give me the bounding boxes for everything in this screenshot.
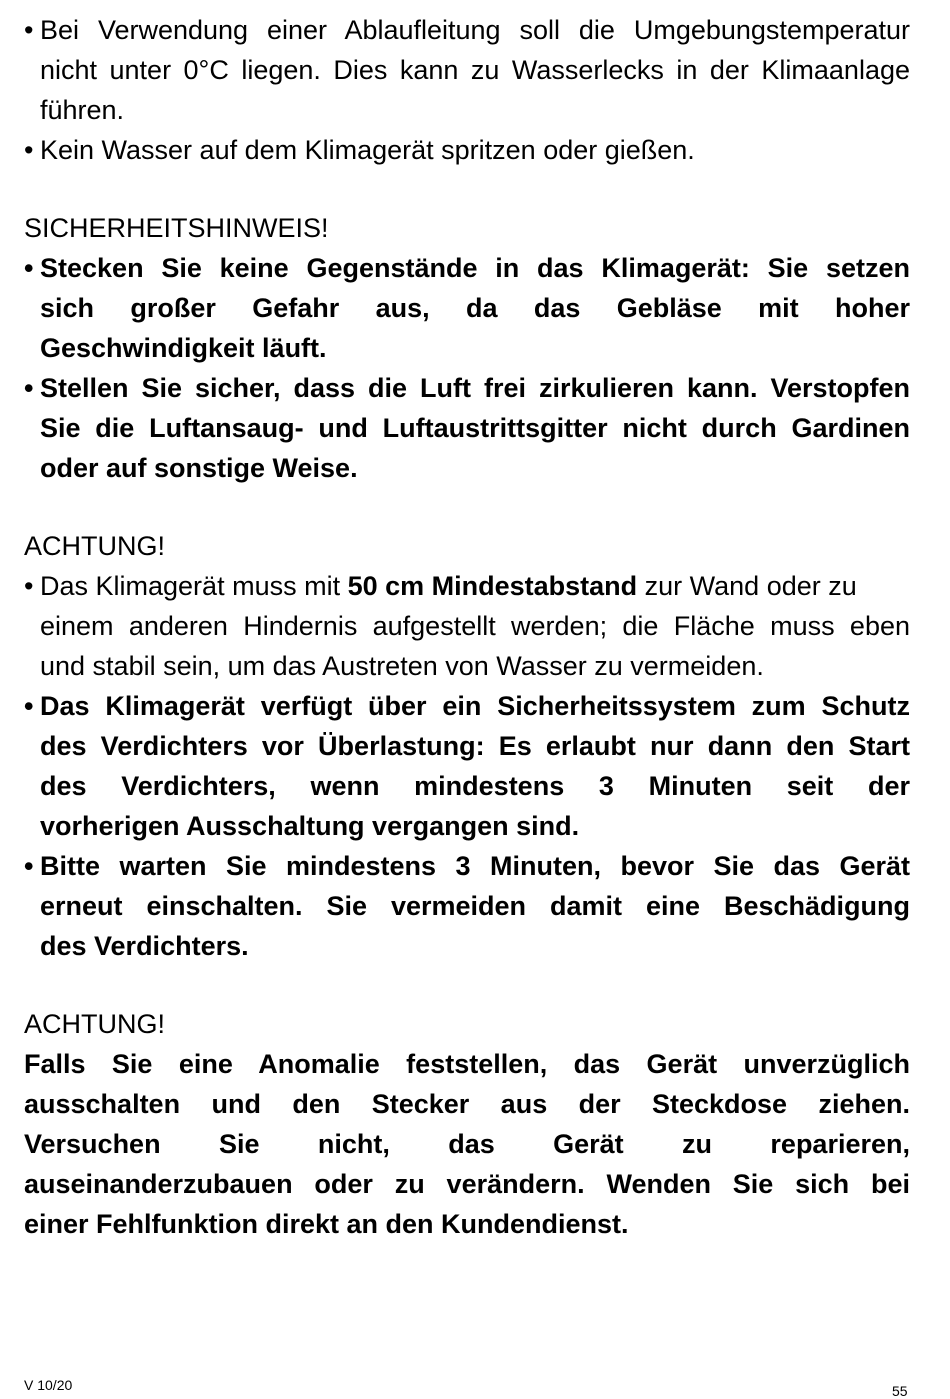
text-line: Geschwindigkeit läuft. [40,333,327,363]
text-line: oder auf sonstige Weise. [40,453,358,483]
text-line: auseinanderzubauen oder zu verändern. Wenden Sie sich bei [24,1169,910,1199]
text-line: Sie die Luftansaug- und Luftaustrittsgitter nicht durch Gardinen [40,413,910,443]
bullet-text: Stellen Sie sicher, dass die Luft frei zirkulieren kann. Verstopfen [40,373,910,403]
text-line: einer Fehlfunktion direkt an den Kundendienst. [24,1209,629,1239]
bullet-icon: • [24,15,34,45]
text-line [24,10,910,50]
text-line: einem anderen Hindernis aufgestellt werden; die Fläche muss eben [40,611,910,641]
bullet-item [24,10,910,130]
text-line [24,686,910,726]
version-label: V 10/20 [24,1377,73,1393]
bullet-icon: • [24,851,34,881]
bullet-text: Bei Verwendung einer Ablaufleitung soll die Umgebungstemperatur [40,15,910,45]
text-line [24,368,910,408]
bullet-item [24,566,910,686]
text-line [24,846,910,886]
bullet-text: Das Klimagerät verfügt über ein Sicherheitssystem zum Schutz [40,691,910,721]
text-run: Das Klimagerät muss mit [40,571,348,601]
bullet-icon: • [24,691,34,721]
text-line: erneut einschalten. Sie vermeiden damit eine Beschädigung [40,891,910,921]
bullet-text: Kein Wasser auf dem Klimagerät spritzen oder gießen. [40,135,695,165]
text-line: nicht unter 0°C liegen. Dies kann zu Wasserlecks in der Klimaanlage [40,55,910,85]
bullet-item [24,248,910,368]
bullet-text: Bitte warten Sie mindestens 3 Minuten, bevor Sie das Gerät [40,851,910,881]
paragraph [24,1044,910,1244]
text-line: und stabil sein, um das Austreten von Wasser zu vermeiden. [40,651,764,681]
text-line: ausschalten und den Stecker aus der Steckdose ziehen. [24,1089,910,1119]
bullet-item [24,130,910,170]
text-line: des Verdichters. [40,931,249,961]
text-line: sich großer Gefahr aus, da das Gebläse mit hoher [40,293,910,323]
text-run: zur Wand oder zu [637,571,857,601]
emphasis-text: 50 cm Mindestabstand [347,571,638,601]
manual-page [24,10,910,1244]
bullet-text [24,566,910,606]
bullet-icon: • [24,253,34,283]
text-line: führen. [40,95,125,125]
section-heading: SICHERHEITSHINWEIS! [24,213,329,243]
text-line: Falls Sie eine Anomalie feststellen, das Gerät unverzüglich [24,1049,910,1079]
bullet-item [24,846,910,966]
text-line: des Verdichters vor Überlastung: Es erlaubt nur dann den Start [40,731,910,761]
bullet-text: Stecken Sie keine Gegenstände in das Klimagerät: Sie setzen [40,253,910,283]
text-line: des Verdichters, wenn mindestens 3 Minuten seit der [40,771,910,801]
section-heading: ACHTUNG! [24,1009,165,1039]
bullet-item [24,686,910,846]
text-line [24,130,910,170]
bullet-icon: • [24,135,34,165]
text-line [24,248,910,288]
page-number: 55 [892,1383,908,1399]
section-heading: ACHTUNG! [24,531,165,561]
bullet-icon: • [24,373,34,403]
bullet-item [24,368,910,488]
text-line: Versuchen Sie nicht, das Gerät zu reparieren, [24,1129,910,1159]
text-line: vorherigen Ausschaltung vergangen sind. [40,811,580,841]
text-line [24,566,910,606]
bullet-icon: • [24,571,34,601]
